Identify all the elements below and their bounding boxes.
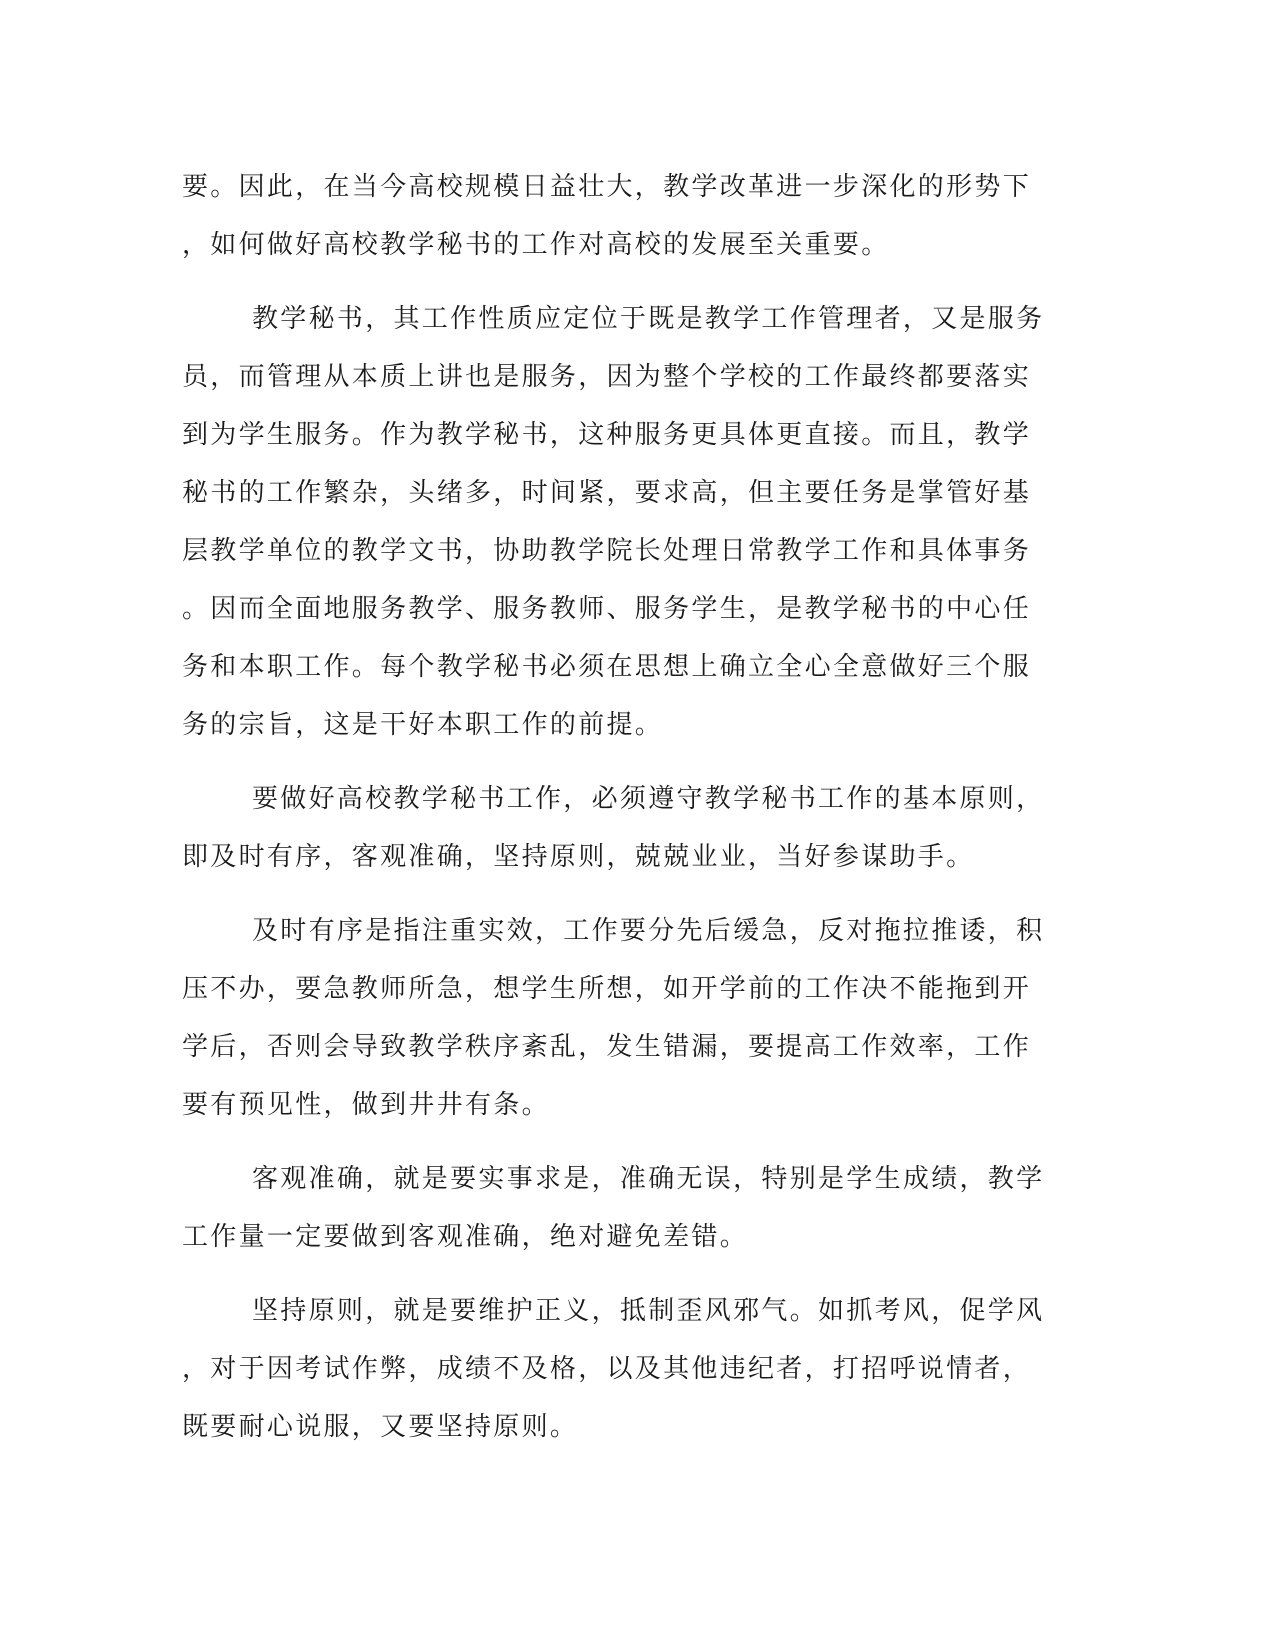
text-line: 。因而全面地服务教学、服务教师、服务学生，是教学秘书的中心任 [182,594,1032,624]
text-line: 务的宗旨，这是干好本职工作的前提。 [182,710,664,740]
text-line: ，如何做好高校教学秘书的工作对高校的发展至关重要。 [182,230,890,260]
paragraph-4 [182,902,1045,1134]
text-line: 要做好高校教学秘书工作，必须遵守教学秘书工作的基本原则， [252,784,1045,814]
paragraph-6 [182,1282,1045,1456]
text-line: 到为学生服务。作为教学秘书，这种服务更具体更直接。而且，教学 [182,420,1032,450]
text-line: 教学秘书，其工作性质应定位于既是教学工作管理者，又是服务 [252,304,1045,334]
text-line: ，对于因考试作弊，成绩不及格，以及其他违纪者，打招呼说情者， [182,1354,1032,1384]
text-line: 即及时有序，客观准确，坚持原则，兢兢业业，当好参谋助手。 [182,842,975,872]
body-text [182,158,1045,1456]
text-line: 学后，否则会导致教学秩序紊乱，发生错漏，要提高工作效率，工作 [182,1032,1032,1062]
text-line: 务和本职工作。每个教学秘书必须在思想上确立全心全意做好三个服 [182,652,1032,682]
text-line: 既要耐心说服，又要坚持原则。 [182,1412,579,1442]
text-line: 压不办，要急教师所急，想学生所想，如开学前的工作决不能拖到开 [182,974,1032,1004]
text-line: 层教学单位的教学文书，协助教学院长处理日常教学工作和具体事务 [182,536,1032,566]
paragraph-2 [182,290,1045,754]
paragraph-3 [182,770,1045,886]
paragraph-5 [182,1150,1045,1266]
paragraph-1 [182,158,1042,274]
text-line: 秘书的工作繁杂，头绪多，时间紧，要求高，但主要任务是掌管好基 [182,478,1032,508]
text-line: 及时有序是指注重实效，工作要分先后缓急，反对拖拉推诿，积 [252,916,1045,946]
text-line: 工作量一定要做到客观准确，绝对避免差错。 [182,1222,749,1252]
text-line: 客观准确，就是要实事求是，准确无误，特别是学生成绩，教学 [252,1164,1045,1194]
text-line: 要。因此，在当今高校规模日益壮大，教学改革进一步深化的形势下 [182,172,1032,202]
text-line: 坚持原则，就是要维护正义，抵制歪风邪气。如抓考风，促学风 [252,1296,1045,1326]
text-line: 员，而管理从本质上讲也是服务，因为整个学校的工作最终都要落实 [182,362,1032,392]
text-line: 要有预见性，做到井井有条。 [182,1090,550,1120]
